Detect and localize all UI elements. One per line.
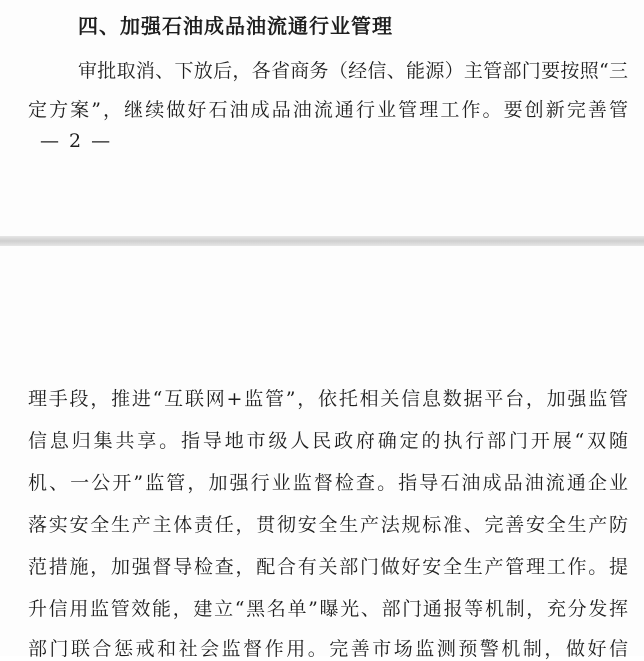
document-page-top [0,0,644,236]
paragraph-line: 落实安全生产主体责任，贯彻安全生产法规标准、完善安全生产防 [28,514,628,536]
paragraph-line: 定方案”，继续做好石油成品油流通行业管理工作。要创新完善管 [28,99,628,121]
paragraph-line: 理手段，推进“互联网+监管”，依托相关信息数据平台，加强监管 [28,388,628,410]
paragraph-line: 信息归集共享。指导地市级人民政府确定的执行部门开展“双随 [28,430,628,452]
section-heading: 四、加强石油成品油流通行业管理 [78,14,393,38]
page-separator [0,236,644,246]
paragraph-line: 审批取消、下放后，各省商务（经信、能源）主管部门要按照“三 [78,60,628,82]
page-number: — 2 — [40,130,113,152]
document-page-bottom [0,246,644,660]
paragraph-line: 范措施，加强督导检查，配合有关部门做好安全生产管理工作。提 [28,556,628,578]
paragraph-line: 升信用监管效能，建立“黑名单”曝光、部门通报等机制，充分发挥 [28,598,628,620]
paragraph-line: 部门联合惩戒和社会监督作用。完善市场监测预警机制，做好信 [28,638,628,660]
paragraph-line: 机、一公开”监管，加强行业监督检查。指导石油成品油流通企业 [28,472,628,494]
